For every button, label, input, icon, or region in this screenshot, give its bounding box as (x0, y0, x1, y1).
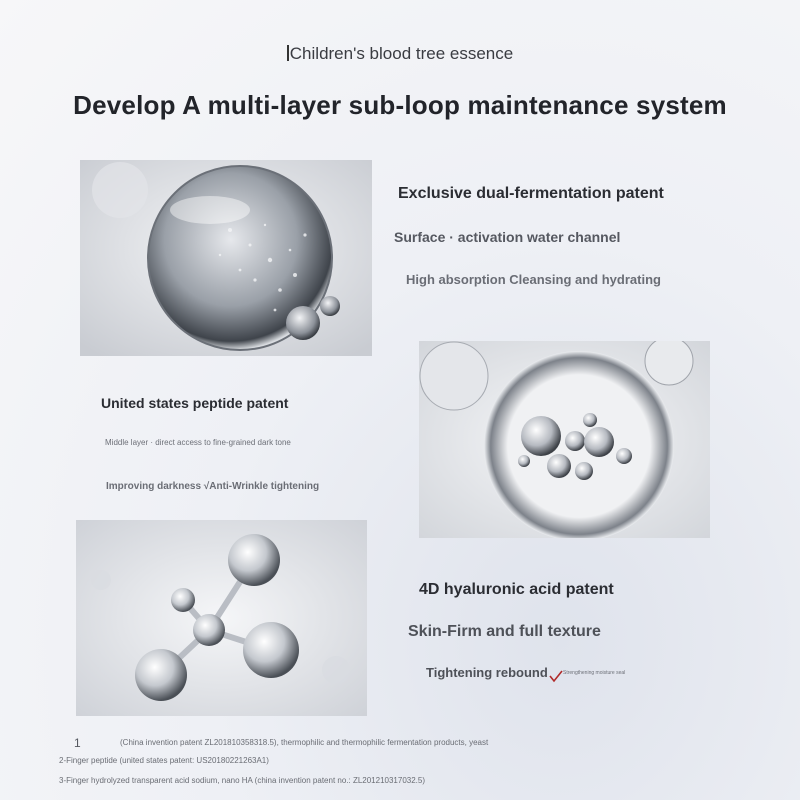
middle-layer-text: Middle layer · direct access to fine-grained dark tone (105, 438, 291, 447)
dual-fermentation-heading: Exclusive dual-fermentation patent (398, 185, 664, 202)
anti-wrinkle-text: Improving darkness √Anti-Wrinkle tightening (106, 481, 320, 492)
water-droplet-image (80, 160, 372, 356)
moisture-seal-note: Strengthening moisture seal (563, 670, 626, 676)
hyaluronic-patent-heading: 4D hyaluronic acid patent (419, 581, 614, 598)
page-subtitle: Children's blood tree essence (0, 44, 800, 64)
footnote-1: (China invention patent ZL201810358318.5), thermophilic and thermophilic fermentation products, yeast (120, 738, 489, 747)
molecule-image (76, 520, 367, 716)
bubble-sphere-image (419, 341, 710, 538)
footnote-3: 3-Finger hydrolyzed transparent acid sodium, nano HA (china invention patent no.: ZL201210317032.5) (59, 776, 426, 785)
footnote-marker: 1 (74, 736, 81, 750)
activation-water-channel-text: Surface · activation water channel (394, 229, 621, 245)
check-mark-icon (548, 669, 564, 683)
footnote-2: 2-Finger peptide (united states patent: US20180221263A1) (59, 756, 269, 765)
peptide-patent-heading: United states peptide patent (101, 395, 289, 411)
text-cursor (287, 45, 289, 61)
page-title: Develop A multi-layer sub-loop maintenance system (73, 90, 727, 120)
tightening-rebound-text: Tightening rebound (426, 665, 548, 680)
absorption-hydrating-text: High absorption Cleansing and hydrating (406, 272, 661, 287)
skin-firm-text: Skin-Firm and full texture (408, 623, 601, 640)
